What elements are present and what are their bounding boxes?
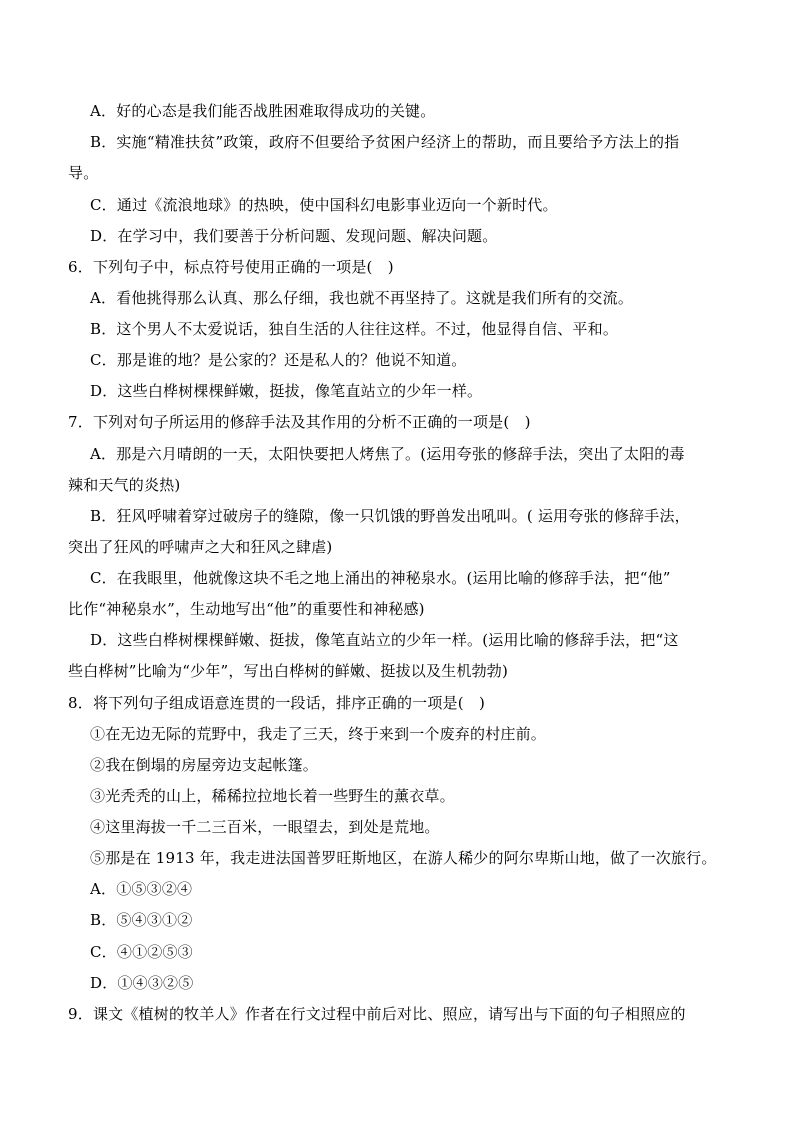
q7-option-c: C．在我眼里，他就像这块不毛之地上涌出的神秘泉水。(运用比喻的修辞手法，把“他”	[90, 569, 671, 587]
q5-option-a: A．好的心态是我们能否战胜困难取得成功的关键。	[90, 102, 436, 120]
q5-option-b-cont: 导。	[68, 164, 99, 182]
q9-stem: 9．课文《植树的牧羊人》作者在行文过程中前后对比、照应，请写出与下面的句子相照应的	[68, 1005, 686, 1023]
q7-option-b: B．狂风呼啸着穿过破房子的缝隙，像一只饥饿的野兽发出吼叫。( 运用夸张的修辞手法，	[90, 507, 690, 525]
q8-sentence-5: ⑤那是在 1913 年，我走进法国普罗旺斯地区，在游人稀少的阿尔卑斯山地，做了一次旅行。	[90, 849, 717, 867]
q8-sentence-4: ④这里海拔一千二三百米，一眼望去，到处是荒地。	[90, 818, 440, 836]
q5-option-d: D．在学习中，我们要善于分析问题、发现问题、解决问题。	[90, 227, 498, 245]
q8-sentence-3: ③光秃秃的山上，稀稀拉拉地长着一些野生的薰衣草。	[90, 787, 455, 805]
q6-option-b: B．这个男人不太爱说话，独自生活的人往往这样。不过，他显得自信、平和。	[90, 320, 619, 338]
q7-option-d-cont: 些白桦树”比喻为“少年”，写出白桦树的鲜嫩、挺拔以及生机勃勃)	[68, 662, 509, 680]
q7-option-d: D．这些白桦树棵棵鲜嫩、挺拔，像笔直站立的少年一样。(运用比喻的修辞手法，把“这	[90, 631, 679, 649]
q7-option-b-cont: 突出了狂风的呼啸声之大和狂风之肆虐)	[68, 538, 333, 556]
q7-option-a: A．那是六月晴朗的一天，太阳快要把人烤焦了。(运用夸张的修辞手法，突出了太阳的毒	[90, 445, 685, 463]
q5-option-c: C．通过《流浪地球》的热映，使中国科幻电影事业迈向一个新时代。	[90, 196, 558, 214]
q7-stem: 7．下列对句子所运用的修辞手法及其作用的分析不正确的一项是( )	[68, 413, 531, 431]
q8-sentence-1: ①在无边无际的荒野中，我走了三天，终于来到一个废弃的村庄前。	[90, 725, 547, 743]
q6-option-c: C．那是谁的地？是公家的？还是私人的？他说不知道。	[90, 351, 467, 369]
q6-option-a: A．看他挑得那么认真、那么仔细，我也就不再坚持了。这就是我们所有的交流。	[90, 289, 634, 307]
q7-option-a-cont: 辣和天气的炎热)	[68, 476, 181, 494]
q8-option-a: A．①⑤③②④	[90, 880, 193, 898]
q5-option-b: B．实施“精准扶贫”政策，政府不但要给予贫困户经济上的帮助，而且要给予方法上的指	[90, 133, 680, 151]
q8-stem: 8．将下列句子组成语意连贯的一段话，排序正确的一项是( )	[68, 694, 486, 712]
q8-option-c: C．④①②⑤③	[90, 943, 193, 961]
q8-option-d: D．①④③②⑤	[90, 974, 194, 992]
q7-option-c-cont: 比作“神秘泉水”，生动地写出“他”的重要性和神秘感)	[68, 600, 425, 618]
q8-option-b: B．⑤④③①②	[90, 911, 193, 929]
q8-sentence-2: ②我在倒塌的房屋旁边支起帐篷。	[90, 756, 319, 774]
q6-option-d: D．这些白桦树棵棵鲜嫩，挺拔，像笔直站立的少年一样。	[90, 382, 483, 400]
q6-stem: 6．下列句子中，标点符号使用正确的一项是( )	[68, 258, 394, 276]
